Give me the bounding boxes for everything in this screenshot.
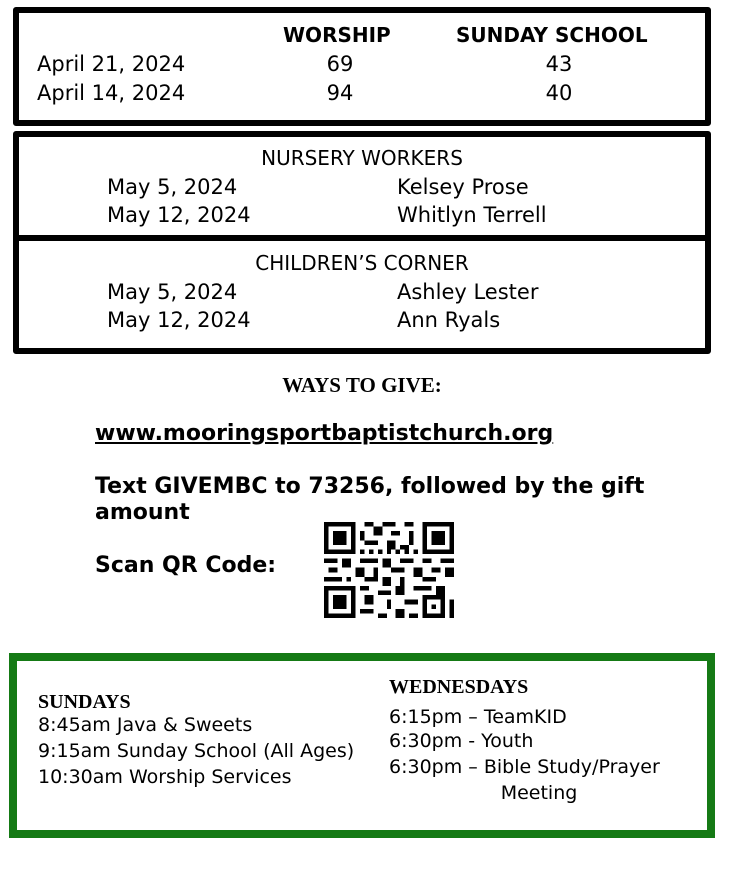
qr-code-icon[interactable] [324, 522, 454, 618]
sunday-school-header: SUNDAY SCHOOL [456, 23, 648, 47]
childrens-corner-title: CHILDREN’S CORNER [255, 251, 469, 275]
nursery-title: NURSERY WORKERS [261, 146, 463, 170]
sunday-school-count: 40 [545, 81, 573, 105]
childrens-corner-volunteer: Ashley Lester [397, 280, 539, 304]
nursery-date: May 12, 2024 [107, 203, 251, 227]
nursery-worker: Kelsey Prose [397, 175, 529, 199]
nursery-worker: Whitlyn Terrell [397, 203, 547, 227]
sunday-schedule-item: 9:15am Sunday School (All Ages) [38, 740, 355, 762]
sunday-school-count: 43 [545, 52, 573, 76]
nursery-date: May 5, 2024 [107, 175, 238, 199]
text-to-give-line: Text GIVEMBC to 73256, followed by the gift [95, 474, 645, 499]
childrens-corner-volunteer: Ann Ryals [397, 308, 501, 332]
ways-to-give-title: WAYS TO GIVE: [282, 373, 442, 397]
childrens-corner-date: May 5, 2024 [107, 280, 238, 304]
wednesdays-heading: WEDNESDAYS [389, 676, 529, 698]
wednesday-schedule-item: 6:15pm – TeamKID [389, 706, 567, 728]
text-to-give-line: amount [95, 500, 190, 525]
sunday-schedule-item: 8:45am Java & Sweets [38, 714, 253, 736]
worship-header: WORSHIP [283, 23, 391, 47]
wednesday-schedule-item: 6:30pm – Bible Study/Prayer [389, 756, 660, 778]
church-website-link[interactable]: www.mooringsportbaptistchurch.org [95, 421, 554, 446]
sunday-schedule-item: 10:30am Worship Services [38, 766, 292, 788]
worship-count: 94 [326, 81, 354, 105]
childrens-corner-date: May 12, 2024 [107, 308, 251, 332]
wednesday-schedule-item: 6:30pm - Youth [389, 730, 534, 752]
worship-count: 69 [326, 52, 354, 76]
wednesday-schedule-item: Meeting [500, 782, 578, 804]
attendance-date: April 21, 2024 [37, 52, 186, 76]
attendance-date: April 14, 2024 [37, 81, 186, 105]
sundays-heading: SUNDAYS [38, 691, 131, 713]
scan-qr-label: Scan QR Code: [95, 553, 277, 578]
